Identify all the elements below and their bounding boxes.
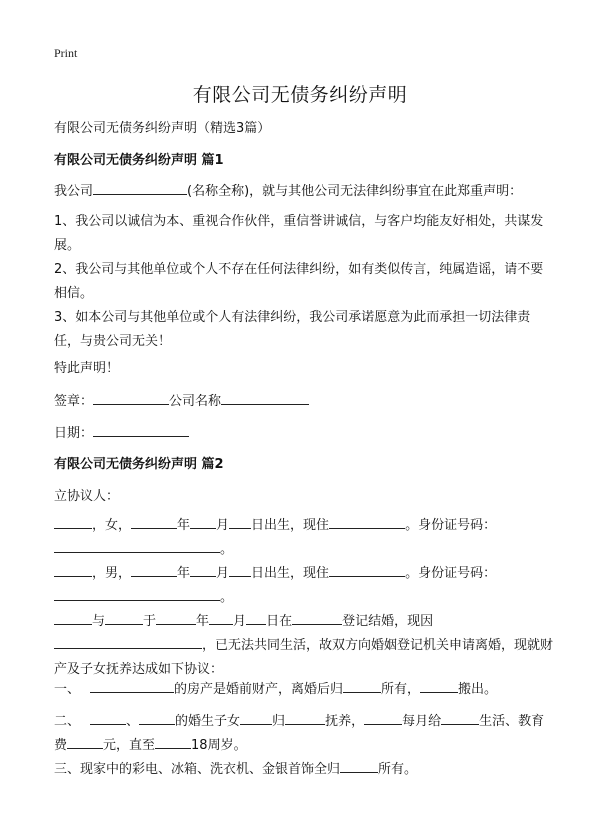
company-blank: [221, 390, 309, 405]
line-end: 。: [220, 542, 234, 557]
id-label: 。身份证号码：: [405, 566, 497, 581]
birth-address-label: 日出生，现住: [251, 518, 330, 533]
party-a-blank: [54, 610, 92, 625]
item2-text-g: 18周岁。: [191, 738, 247, 753]
agreement-item-1: [54, 678, 554, 702]
day-at-label: 日在: [266, 614, 293, 629]
line-end: 。: [220, 590, 234, 605]
date-line: [54, 422, 554, 445]
payee-blank: [441, 710, 479, 725]
id-label: 。身份证号码：: [405, 518, 497, 533]
year-label: 年: [177, 566, 191, 581]
party-male-line: [54, 562, 554, 610]
agreement-item-2: [54, 710, 554, 758]
section1-para-1: 1、我公司以诚信为本、重视合作伙伴，重信誉讲诚信，与客户均能友好相处，共谋发展。: [54, 214, 544, 253]
address-blank: [329, 514, 405, 529]
print-link[interactable]: Print: [54, 46, 78, 60]
item2-text-d: 每月给: [402, 714, 442, 729]
place-blank: [292, 610, 342, 625]
month-label: 月: [216, 566, 230, 581]
item3-end: 所有。: [378, 762, 418, 777]
item2-text-c: 抚养，: [325, 714, 365, 729]
month-blank: [209, 610, 233, 625]
item1-text-b: 所有，: [381, 682, 421, 697]
date-label: 日期：: [54, 426, 94, 441]
on-label: 于: [143, 614, 157, 629]
day-blank: [229, 514, 251, 529]
payer-blank: [364, 710, 402, 725]
section1-heading: 有限公司无债务纠纷声明 篇1: [54, 153, 224, 168]
child-blank: [240, 710, 272, 725]
item2-text-b: 归: [272, 714, 286, 729]
intro-prefix: 我公司: [54, 184, 94, 199]
reason-blank: [54, 634, 202, 649]
item3-text: 三、现家中的彩电、冰箱、洗衣机、金银首饰全归: [54, 762, 341, 777]
divorce-reason-text: ，已无法共同生活，故双方向婚姻登记机关申请离婚，现就财产及子女抚养达成如下协议：: [54, 638, 554, 677]
year-blank: [131, 562, 177, 577]
year-blank: [156, 610, 196, 625]
month-label: 月: [233, 614, 247, 629]
name-blank: [54, 514, 92, 529]
day-blank: [229, 562, 251, 577]
year-label: 年: [177, 518, 191, 533]
item2-text-f: 元，直至: [103, 738, 156, 753]
sign-blank: [93, 390, 169, 405]
amount-blank: [67, 734, 103, 749]
year-blank: [131, 514, 177, 529]
id-blank: [54, 586, 220, 601]
item-number: 一、: [54, 682, 81, 697]
recipient-blank: [343, 678, 381, 693]
parent-b-blank: [139, 710, 175, 725]
gender-female: ，女，: [92, 518, 132, 533]
month-blank: [190, 562, 216, 577]
with-label: 与: [92, 614, 106, 629]
parent-a-blank: [90, 710, 126, 725]
child-name-blank: [155, 734, 191, 749]
marriage-paragraph: [54, 610, 554, 682]
name-blank: [54, 562, 92, 577]
id-blank: [54, 538, 220, 553]
section1-para-3: 3、如本公司与其他单位或个人有法律纠纷，我公司承诺愿意为此而承担一切法律责任，与贵公司无关！: [54, 310, 531, 349]
item1-text-a: 的房产是婚前财产，离婚后归: [174, 682, 344, 697]
company-name-blank: [93, 180, 187, 195]
year-label: 年: [196, 614, 210, 629]
item-number: 二、: [54, 714, 81, 729]
date-blank: [93, 422, 189, 437]
custodian-blank: [285, 710, 325, 725]
owner-blank: [90, 678, 174, 693]
party-female-line: [54, 514, 554, 562]
section2-heading: 有限公司无债务纠纷声明 篇2: [54, 457, 224, 472]
section1-para-2: 2、我公司与其他单位或个人不存在任何法律纠纷，如有类似传言，纯属造谣，请不要相信。: [54, 262, 544, 301]
sign-label: 签章：: [54, 394, 94, 409]
separator: 、: [126, 714, 140, 729]
section1-closing: 特此声明！: [54, 361, 120, 376]
document-title: 有限公司无债务纠纷声明: [192, 84, 408, 106]
company-label: 公司名称: [169, 394, 222, 409]
owner-blank: [340, 758, 378, 773]
item1-text-c: 搬出。: [458, 682, 498, 697]
party-b-blank: [105, 610, 143, 625]
section1-intro: [54, 180, 554, 203]
day-blank: [246, 610, 266, 625]
signature-line: [54, 390, 554, 413]
document-subtitle: 有限公司无债务纠纷声明（精选3篇）: [54, 121, 271, 136]
registered-label: 登记结婚，现因: [342, 614, 434, 629]
item2-text-e: 生活、教育费: [54, 714, 545, 753]
birth-address-label: 日出生，现住: [251, 566, 330, 581]
gender-male: ，男，: [92, 566, 132, 581]
month-label: 月: [216, 518, 230, 533]
moveout-blank: [420, 678, 458, 693]
agreement-item-3: [54, 758, 554, 782]
section2-intro: 立协议人：: [54, 489, 120, 504]
intro-suffix: (名称全称)，就与其他公司无法律纠纷事宜在此郑重声明：: [187, 184, 523, 199]
month-blank: [190, 514, 216, 529]
item2-text-a: 的婚生子女: [175, 714, 241, 729]
address-blank: [329, 562, 405, 577]
